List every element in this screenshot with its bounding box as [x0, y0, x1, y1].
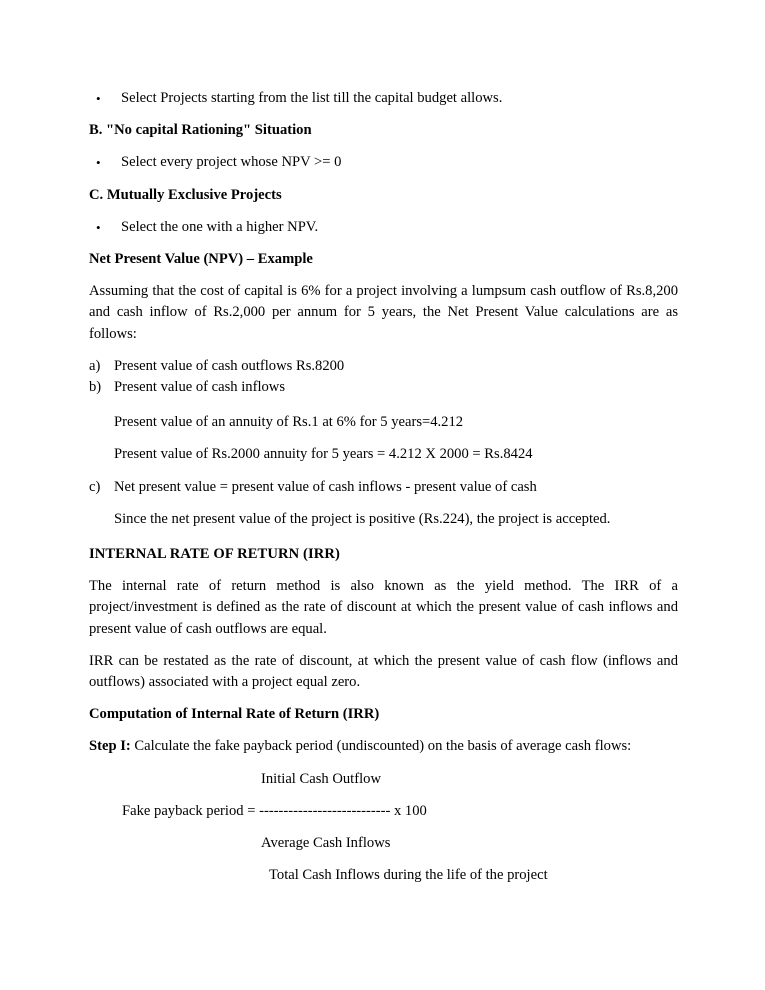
list-item-text: Present value of cash outflows Rs.8200	[114, 357, 345, 374]
list-item	[89, 88, 678, 109]
list-item-text: Present value of cash inflows	[114, 379, 286, 396]
step-text: Calculate the fake payback period (undiscounted) on the basis of average cash flows:	[130, 738, 632, 755]
section-heading-irr: INTERNAL RATE OF RETURN (IRR)	[89, 546, 341, 563]
list-marker: a)	[89, 357, 101, 374]
section-heading-irr-computation: Computation of Internal Rate of Return (IRR)	[89, 706, 380, 723]
fake-payback-formula	[89, 769, 678, 887]
bullet-icon: •	[96, 219, 101, 235]
formula-multiplier: x 100	[390, 802, 427, 819]
list-item	[89, 152, 678, 173]
list-item-text: Net present value = present value of cash inflows - present value of cash	[114, 478, 537, 495]
document-body	[89, 88, 678, 886]
formula-numerator: Initial Cash Outflow	[261, 770, 381, 787]
list-item	[89, 477, 678, 498]
npv-steps-list	[89, 356, 678, 398]
list-item	[89, 217, 678, 238]
list-marker: b)	[89, 379, 102, 396]
paragraph-npv-assumptions: Assuming that the cost of capital is 6% for a project involving a lumpsum cash outflow of Rs.8,200 and cash inflow of Rs.2,000 per annum for 5 years, the Net Present Value calculations are as follows:	[89, 283, 678, 342]
bullet-icon: •	[96, 91, 101, 106]
paragraph-irr-restated: IRR can be restated as the rate of discount, at which the present value of cash flow (inflows and outflows) associated with a project equal zero.	[89, 652, 678, 691]
section-heading-c: C. Mutually Exclusive Projects	[89, 186, 282, 203]
formula-main-line	[89, 801, 678, 822]
annuity-value-line: Present value of Rs.2000 annuity for 5 years = 4.212 X 2000 = Rs.8424	[114, 446, 533, 463]
npv-conclusion-line: Since the net present value of the project is positive (Rs.224), the project is accepted.	[114, 510, 611, 527]
list-item	[89, 356, 678, 377]
bullet-icon: •	[96, 155, 101, 171]
section-heading-b: B. "No capital Rationing" Situation	[89, 122, 312, 139]
step-one-instruction	[89, 736, 678, 757]
list-item-text: Select the one with a higher NPV.	[121, 218, 319, 235]
paragraph-irr-definition: The internal rate of return method is also known as the yield method. The IRR of a project/investment is defined as the rate of discount at which the present value of cash inflows and present value of cash outflows are equal.	[89, 578, 678, 637]
step-label: Step I:	[89, 738, 131, 755]
list-item	[89, 377, 678, 398]
annuity-factor-line: Present value of an annuity of Rs.1 at 6% for 5 years=4.212	[114, 414, 464, 431]
formula-footnote: Total Cash Inflows during the life of the project	[269, 867, 548, 884]
list-item-text: Select Projects starting from the list till the capital budget allows.	[121, 90, 503, 106]
list-marker: c)	[89, 478, 101, 495]
section-heading-npv-example: Net Present Value (NPV) – Example	[89, 251, 313, 268]
formula-division-rule: ---------------------------	[259, 802, 391, 819]
list-item-text: Select every project whose NPV >= 0	[121, 154, 342, 171]
formula-denominator: Average Cash Inflows	[261, 835, 391, 852]
formula-lhs-label: Fake payback period =	[122, 802, 260, 819]
